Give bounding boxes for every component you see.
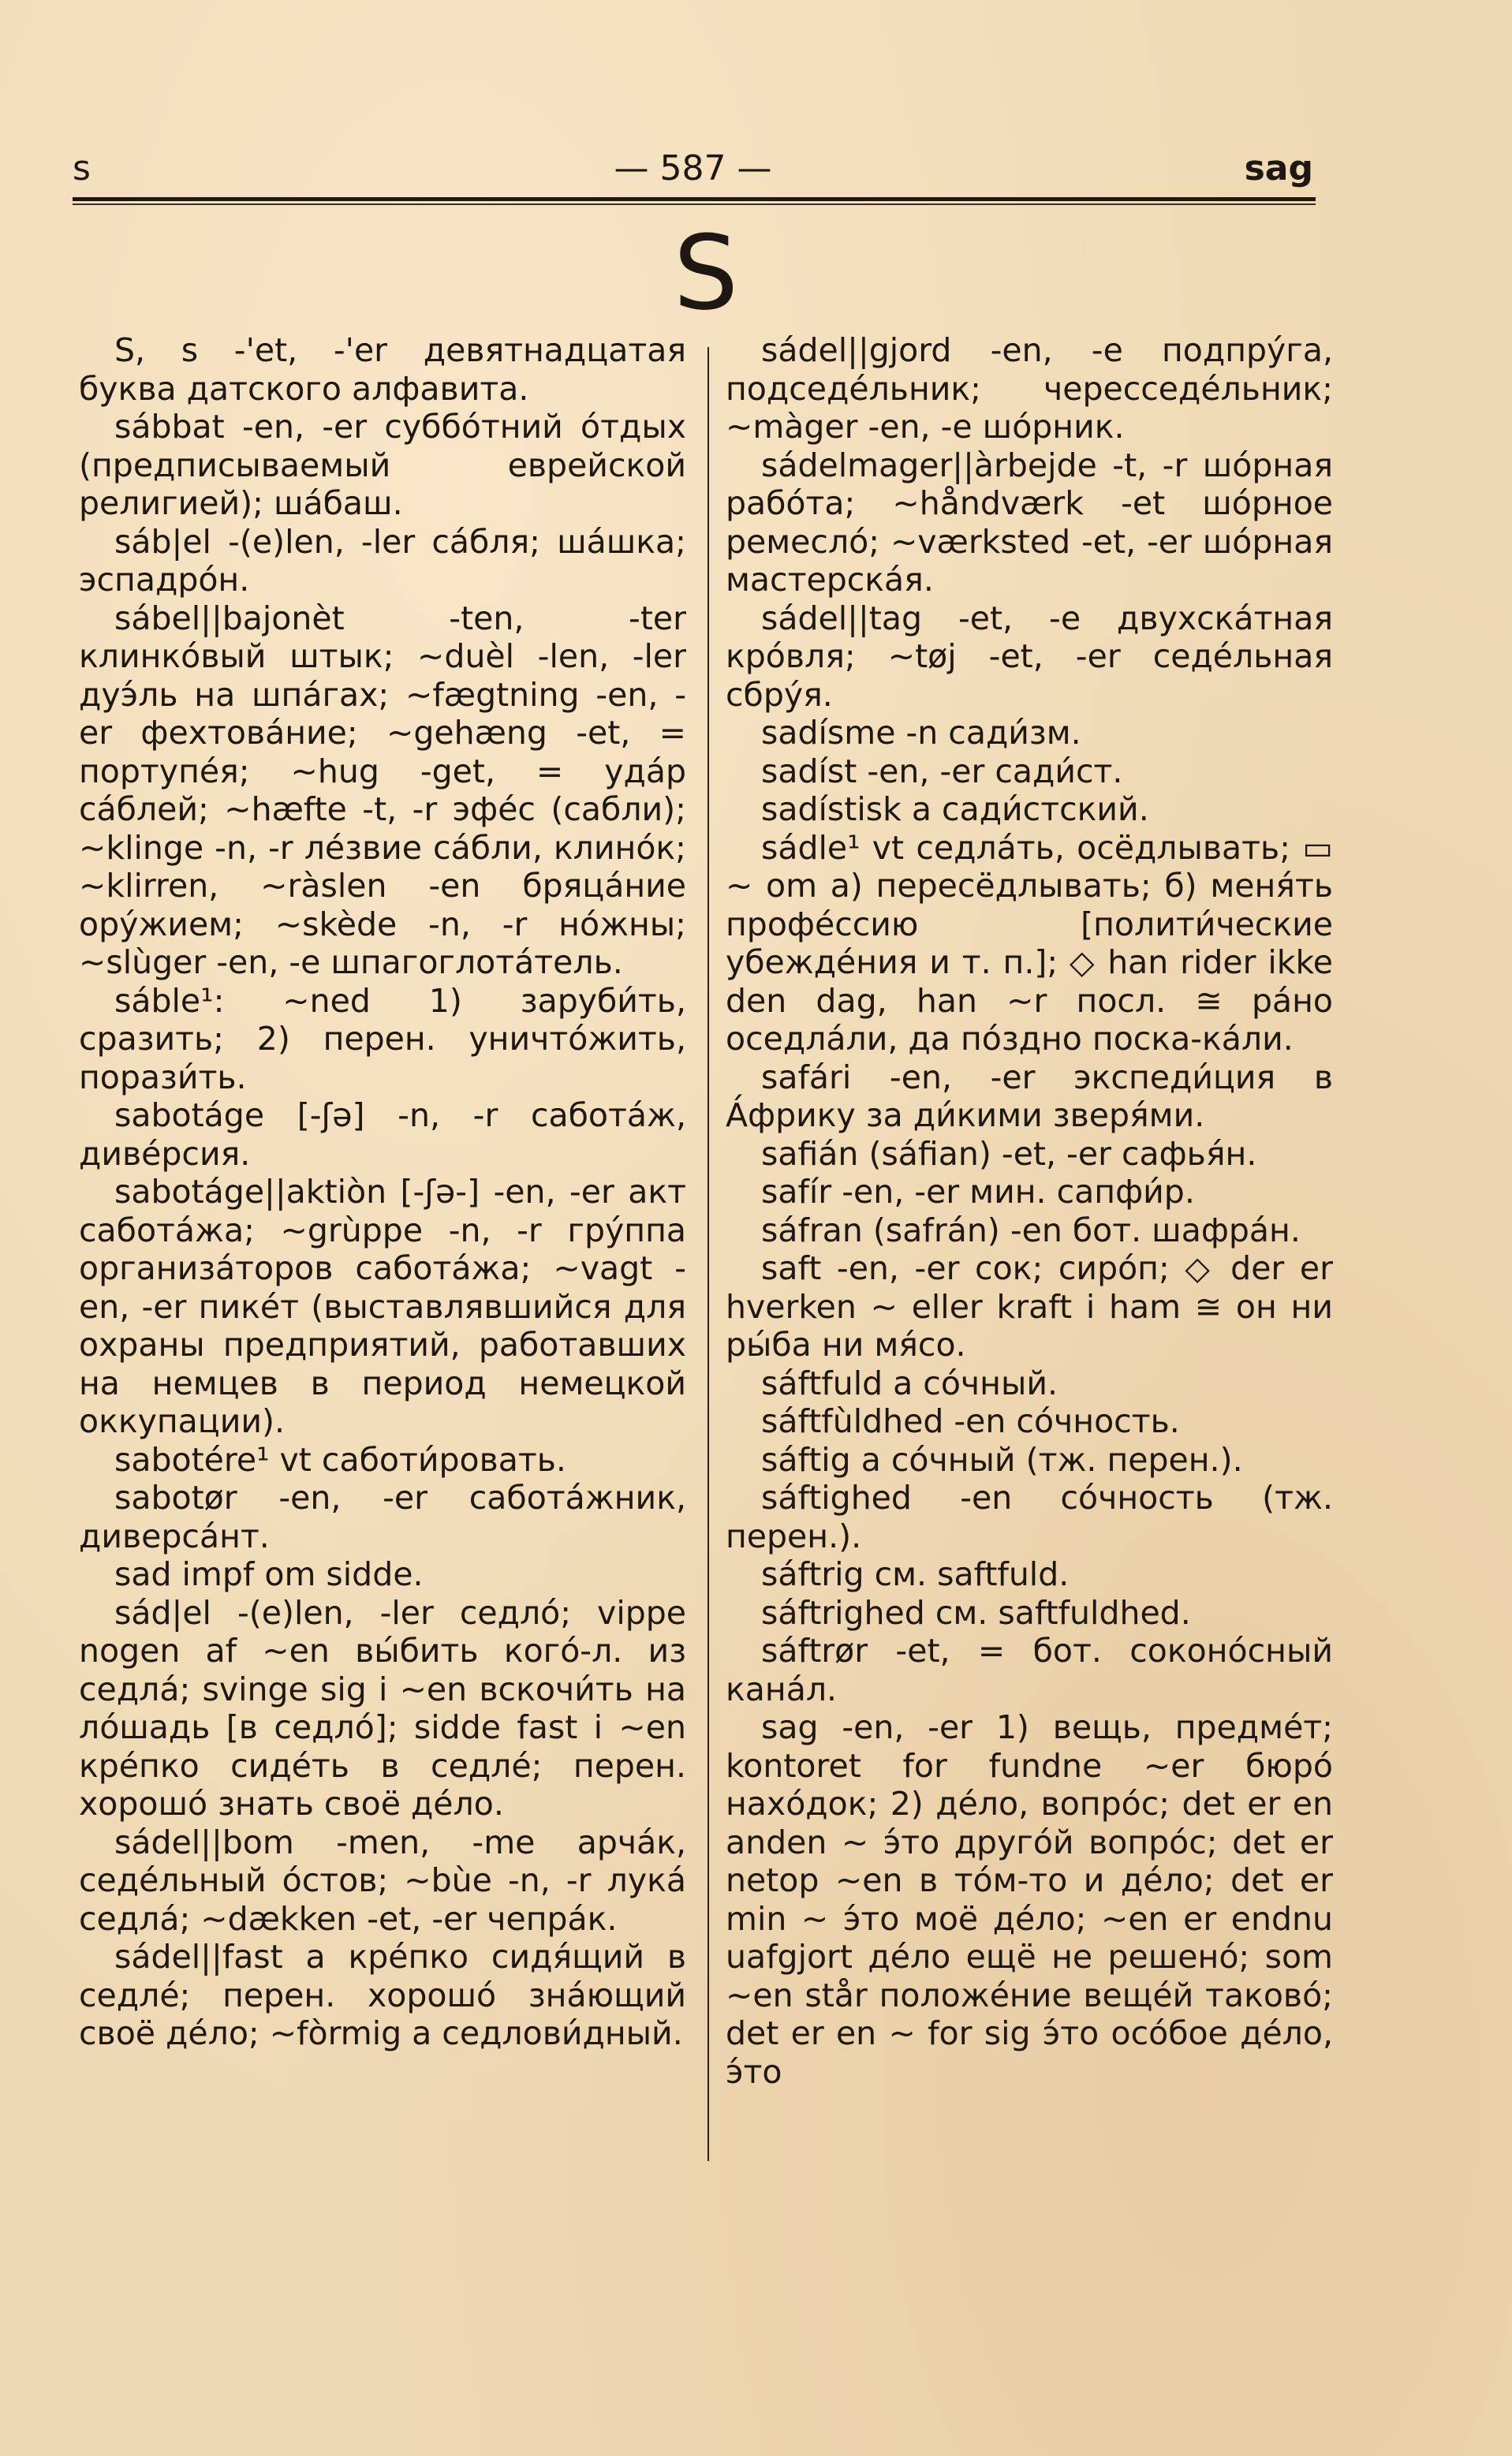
- entry: sad impf om sidde.: [114, 1555, 424, 1593]
- entry: sáftig a со́чный (тж. перен.).: [761, 1440, 1243, 1479]
- section-letter: S: [673, 213, 739, 333]
- entry: S, s -'et, -'er девятнадцатая буква датского алфавита.: [79, 331, 686, 408]
- entry: sádel||bom -men, -me арча́к, седе́льный о́стов; ~bùe -n, -r лука́ седла́; ~dækken -et, -er чепра́к.: [79, 1823, 686, 1938]
- entry: saft -en, -er сок; сиро́п; ◇ der er hverken ~ eller kraft i ham ≅ он ни ры́ба ни мя́со.: [726, 1249, 1333, 1364]
- entry: sáfran (safrán) -en бот. шафра́н.: [761, 1211, 1301, 1249]
- entry: sábel||bajonèt -ten, -ter клинко́вый штык; ~duèl -len, -ler дуэ́ль на шпа́гах; ~fægtning -en, -er фехтова́ние; ~gehæng -et, = портупе́я; ~hug -get, = уда́р са́блей; ~hæfte -t, -r эфе́с (сабли); ~klinge -n, -r ле́звие са́бли, клино́к; ~klirren, ~ràslen -en бряца́ние ору́жием; ~skède -n, -r но́жны; ~slùger -en, -e шпагоглота́тель.: [79, 599, 686, 981]
- left-column: [79, 331, 686, 2053]
- entry: safír -en, -er мин. сапфи́р.: [761, 1173, 1195, 1211]
- entry: sábbat -en, -er суббо́тний о́тдых (предписываемый еврейской религией); ша́баш.: [79, 408, 686, 522]
- entry: sadístisk a сади́стский.: [761, 790, 1149, 828]
- entry: sabotør -en, -er сабота́жник, диверса́нт.: [79, 1479, 686, 1555]
- entry: sádle¹ vt седла́ть, осёдлывать; ▭ ~ om а) пересёдлывать; б) меня́ть профе́ссию [полити́ческие убежде́ния и т. п.]; ◇ han rider ikke den dag, han ~r посл. ≅ ра́но оседла́ли, да по́здно поска-ка́ли.: [726, 828, 1333, 1058]
- entry: safári -en, -er экспеди́ция в А́фрику за ди́кими зверя́ми.: [726, 1058, 1333, 1134]
- page-number: — 587 —: [614, 148, 772, 188]
- header-rule-thin: [73, 203, 1316, 205]
- entry: sadíst -en, -er сади́ст.: [761, 752, 1123, 790]
- entry: sáble¹: ~ned 1) заруби́ть, сразить; 2) перен. уничто́жить, порази́ть.: [79, 981, 686, 1096]
- entry: sádel||fast a кре́пко сидя́щий в седле́; перен. хорошо́ зна́ющий своё де́ло; ~fòrmig a седлови́дный.: [79, 1938, 686, 2052]
- header-guide-left: s: [73, 148, 91, 188]
- entry: sádelmager||àrbejde -t, -r шо́рная рабо́та; ~håndværk -et шо́рное ремесло́; ~værksted -et, -er шо́рная мастерска́я.: [726, 446, 1333, 599]
- entry: sadísme -n сади́зм.: [761, 714, 1081, 752]
- entry: sáftfuld a со́чный.: [761, 1364, 1058, 1402]
- entry: sabotáge||aktiòn [-ʃə-] -en, -er акт сабота́жа; ~grùppe -n, -r гру́ппа организа́торов сабота́жа; ~vagt -en, -er пике́т (выставлявшийся для охраны предприятий, работавших на немцев в период немецкой оккупации).: [79, 1173, 686, 1440]
- entry: safián (sáfian) -et, -er сафья́н.: [761, 1134, 1257, 1173]
- entry: sáb|el -(e)len, -ler са́бля; ша́шка; эспадро́н.: [79, 522, 686, 599]
- header-rule: [73, 197, 1316, 201]
- entry: sabotére¹ vt саботи́ровать.: [114, 1440, 566, 1479]
- entry: sáftrighed см. saftfuldhed.: [761, 1593, 1191, 1632]
- entry: sáftrig см. saftfuld.: [761, 1555, 1070, 1593]
- entry: sádel||tag -et, -e двухска́тная кро́вля; ~tøj -et, -er седе́льная сбру́я.: [726, 599, 1333, 714]
- entry: sád|el -(e)len, -ler седло́; vippe nogen af ~en вы́бить кого́-л. из седла́; svinge sig i ~en вскочи́ть на ло́шадь [в седло́]; sidde fast i ~en кре́пко сиде́ть в седле́; перен. хорошо́ знать своё де́ло.: [79, 1593, 686, 1823]
- header-guide-right: sag: [1244, 148, 1313, 188]
- right-column: [726, 331, 1333, 2091]
- column-divider: [707, 347, 709, 2161]
- entry: sádel||gjord -en, -e подпру́га, подседе́льник; чересседе́льник; ~màger -en, -e шо́рник.: [726, 331, 1333, 446]
- entry: sáftfùldhed -en со́чность.: [761, 1402, 1180, 1440]
- entry: sag -en, -er 1) вещь, предме́т; kontoret for fundne ~er бюро́ нахо́док; 2) де́ло, вопро́с; det er en anden ~ э́то друго́й вопро́с; det er netop ~en в то́м-то и де́ло; det er min ~ э́то моё де́ло; ~en er endnu uafgjort де́ло ещё не решено́; som ~en står положе́ние веще́й таково́; det er en ~ for sig э́то осо́бое де́ло, э́то: [726, 1708, 1333, 2091]
- entry: sáftrør -et, = бот. соконо́сный кана́л.: [726, 1632, 1333, 1708]
- page-header: [73, 142, 1313, 197]
- entry: sáftighed -en со́чность (тж. перен.).: [726, 1479, 1333, 1555]
- entry: sabotáge [-ʃə] -n, -r сабота́ж, дивéрсия.: [79, 1096, 686, 1173]
